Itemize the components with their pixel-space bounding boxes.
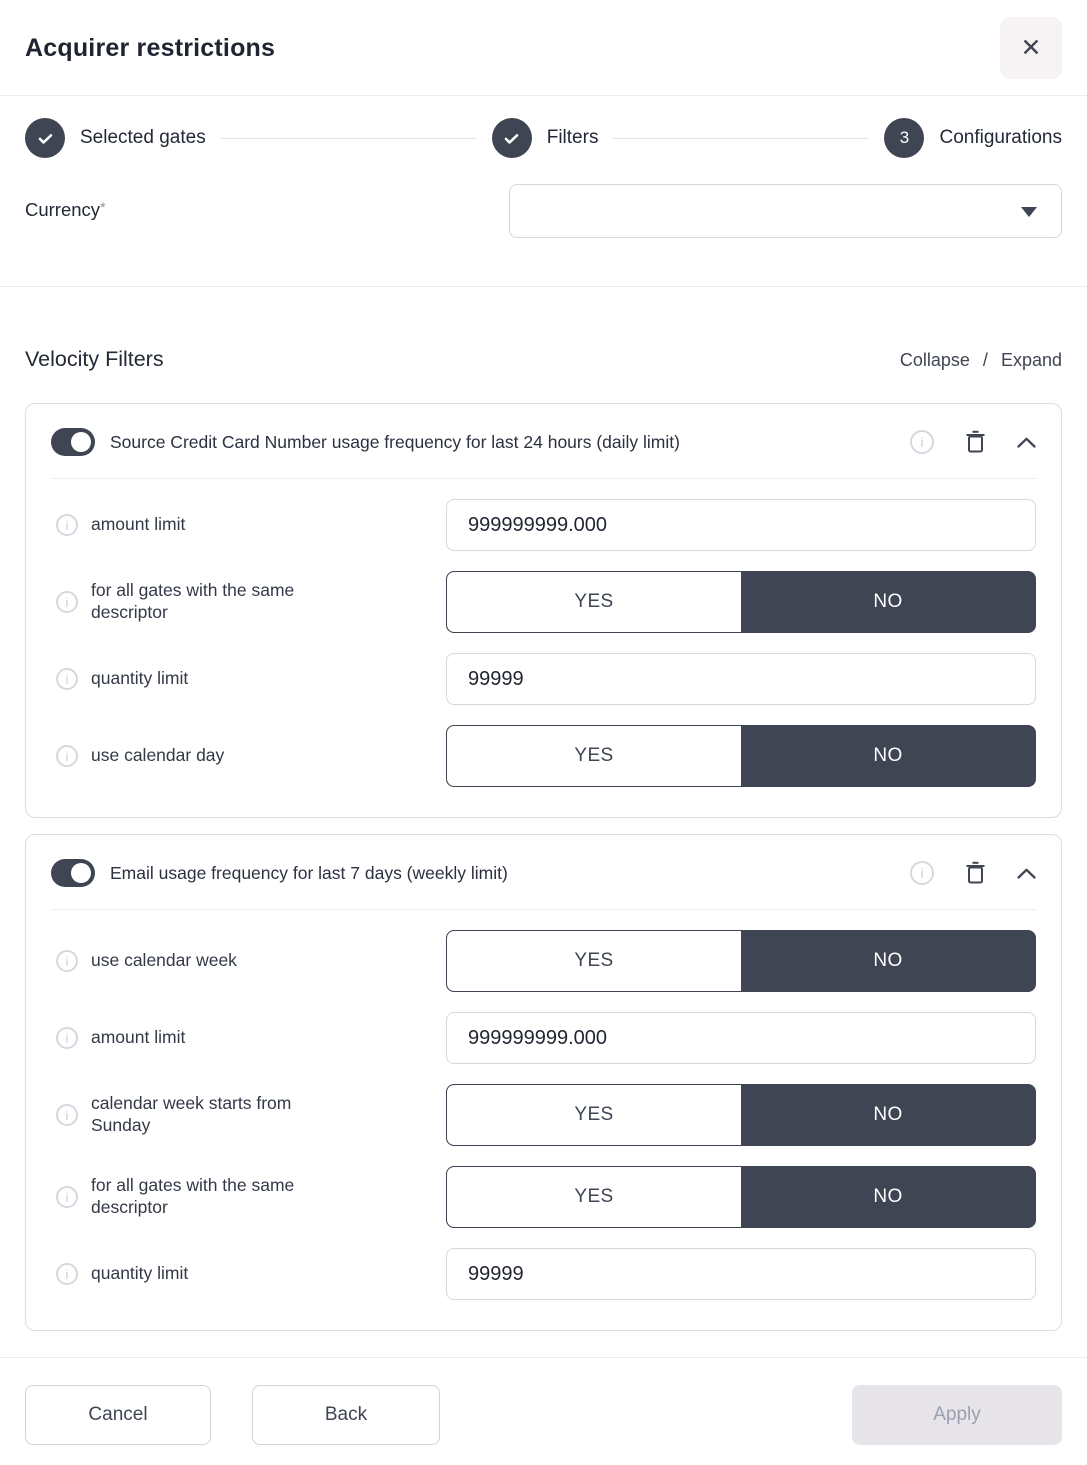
close-button[interactable] [1000, 17, 1062, 79]
no-option[interactable]: NO [741, 1167, 1035, 1227]
row-control [446, 1166, 1036, 1228]
row-control [446, 653, 1036, 705]
row-label [51, 950, 446, 972]
field-row [51, 571, 1036, 633]
info-icon[interactable]: i [56, 950, 78, 972]
info-icon[interactable]: i [56, 1263, 78, 1285]
field-row [51, 725, 1036, 787]
step-selected-gates[interactable] [25, 118, 206, 158]
no-option[interactable]: NO [741, 1085, 1035, 1145]
row-control [446, 499, 1036, 551]
amount-limit-input[interactable] [446, 1012, 1036, 1064]
field-label: for all gates with the same descriptor [91, 580, 295, 622]
amount-limit-input[interactable] [446, 499, 1036, 551]
filter-card-daily [25, 403, 1062, 818]
field-row [51, 1084, 1036, 1146]
filter-card-weekly [25, 834, 1062, 1331]
stepper-connector [221, 138, 477, 139]
collapse-card-button[interactable] [1017, 437, 1036, 448]
info-icon[interactable]: i [56, 668, 78, 690]
field-label: calendar week starts from Sunday [91, 1093, 292, 1135]
step-label: Filters [546, 127, 599, 148]
info-icon[interactable]: i [56, 745, 78, 767]
row-control [446, 1012, 1036, 1064]
field-label: amount limit [91, 1027, 186, 1048]
link-separator: / [982, 350, 988, 370]
field-label: quantity limit [91, 668, 189, 689]
toggle-knob [71, 863, 91, 883]
field-label: quantity limit [91, 1263, 189, 1284]
currency-label [25, 184, 106, 238]
footer [0, 1358, 1087, 1445]
yes-no-toggle [446, 1084, 1036, 1146]
quantity-limit-input[interactable] [446, 653, 1036, 705]
yes-option[interactable]: YES [447, 1167, 741, 1227]
delete-button[interactable] [965, 430, 986, 454]
check-icon [492, 118, 532, 158]
currency-label-text: Currency [25, 199, 101, 220]
row-label [51, 580, 446, 624]
row-label [51, 1027, 446, 1049]
page-title: Acquirer restrictions [25, 33, 276, 62]
row-control [446, 930, 1036, 992]
info-icon[interactable]: i [56, 1104, 78, 1126]
row-label [51, 668, 446, 690]
row-label [51, 1263, 446, 1285]
field-row [51, 1166, 1036, 1228]
modal-header [0, 0, 1087, 95]
field-label: amount limit [91, 514, 186, 535]
card-divider [51, 909, 1036, 910]
yes-option[interactable]: YES [447, 572, 741, 632]
row-control [446, 1084, 1036, 1146]
velocity-filters-header [25, 347, 1062, 372]
card-header [51, 428, 1036, 456]
toggle-switch[interactable] [51, 428, 95, 456]
no-option[interactable]: NO [741, 572, 1035, 632]
collapse-card-button[interactable] [1017, 868, 1036, 879]
check-icon [25, 118, 65, 158]
field-row [51, 499, 1036, 551]
info-icon[interactable]: i [56, 1186, 78, 1208]
step-filters[interactable] [492, 118, 599, 158]
row-control [446, 571, 1036, 633]
card-divider [51, 478, 1036, 479]
collapse-expand-links [900, 350, 1062, 371]
yes-no-toggle [446, 725, 1036, 787]
no-option[interactable]: NO [741, 726, 1035, 786]
field-label: for all gates with the same descriptor [91, 1175, 295, 1217]
row-label [51, 745, 446, 767]
yes-option[interactable]: YES [447, 726, 741, 786]
apply-button[interactable]: Apply [852, 1385, 1062, 1445]
field-row [51, 1248, 1036, 1300]
step-configurations[interactable] [884, 118, 1062, 158]
row-control [446, 725, 1036, 787]
field-row [51, 930, 1036, 992]
row-label [51, 1175, 446, 1219]
row-control [446, 1248, 1036, 1300]
stepper-connector [613, 138, 869, 139]
toggle-knob [71, 432, 91, 452]
info-icon[interactable]: i [910, 861, 934, 885]
yes-no-toggle [446, 930, 1036, 992]
header-divider [0, 95, 1087, 96]
yes-no-toggle [446, 571, 1036, 633]
field-row [51, 653, 1036, 705]
card-header-icons [910, 861, 1036, 885]
field-label: use calendar day [91, 745, 225, 766]
field-row [51, 1012, 1036, 1064]
delete-button[interactable] [965, 861, 986, 885]
trash-icon [965, 430, 986, 454]
step-label: Configurations [939, 127, 1062, 148]
cancel-button[interactable]: Cancel [25, 1385, 211, 1445]
stepper [25, 118, 1062, 158]
info-icon[interactable]: i [56, 514, 78, 536]
expand-link[interactable]: Expand [1000, 350, 1062, 370]
info-icon[interactable]: i [910, 430, 934, 454]
required-mark: * [100, 199, 106, 215]
yes-option[interactable]: YES [447, 1085, 741, 1145]
card-header-icons [910, 430, 1036, 454]
velocity-filters-title: Velocity Filters [25, 347, 164, 371]
yes-no-toggle [446, 1166, 1036, 1228]
card-title: Email usage frequency for last 7 days (weekly limit) [110, 862, 508, 883]
card-header [51, 859, 1036, 887]
yes-option[interactable]: YES [447, 931, 741, 991]
step-number: 3 [884, 118, 924, 158]
section-divider [0, 286, 1087, 287]
back-button[interactable]: Back [252, 1385, 440, 1445]
chevron-up-icon [1017, 437, 1036, 448]
trash-icon [965, 861, 986, 885]
no-option[interactable]: NO [741, 931, 1035, 991]
caret-down-icon [1021, 207, 1037, 217]
chevron-up-icon [1017, 868, 1036, 879]
currency-select[interactable] [509, 184, 1062, 238]
row-label [51, 514, 446, 536]
close-icon: ✕ [1020, 34, 1042, 62]
quantity-limit-input[interactable] [446, 1248, 1036, 1300]
row-label [51, 1093, 446, 1137]
toggle-switch[interactable] [51, 859, 95, 887]
step-label: Selected gates [80, 127, 206, 148]
card-title: Source Credit Card Number usage frequency for last 24 hours (daily limit) [110, 431, 680, 452]
field-label: use calendar week [91, 950, 237, 971]
collapse-link[interactable]: Collapse [899, 350, 970, 370]
info-icon[interactable]: i [56, 591, 78, 613]
info-icon[interactable]: i [56, 1027, 78, 1049]
currency-row [25, 184, 1062, 238]
